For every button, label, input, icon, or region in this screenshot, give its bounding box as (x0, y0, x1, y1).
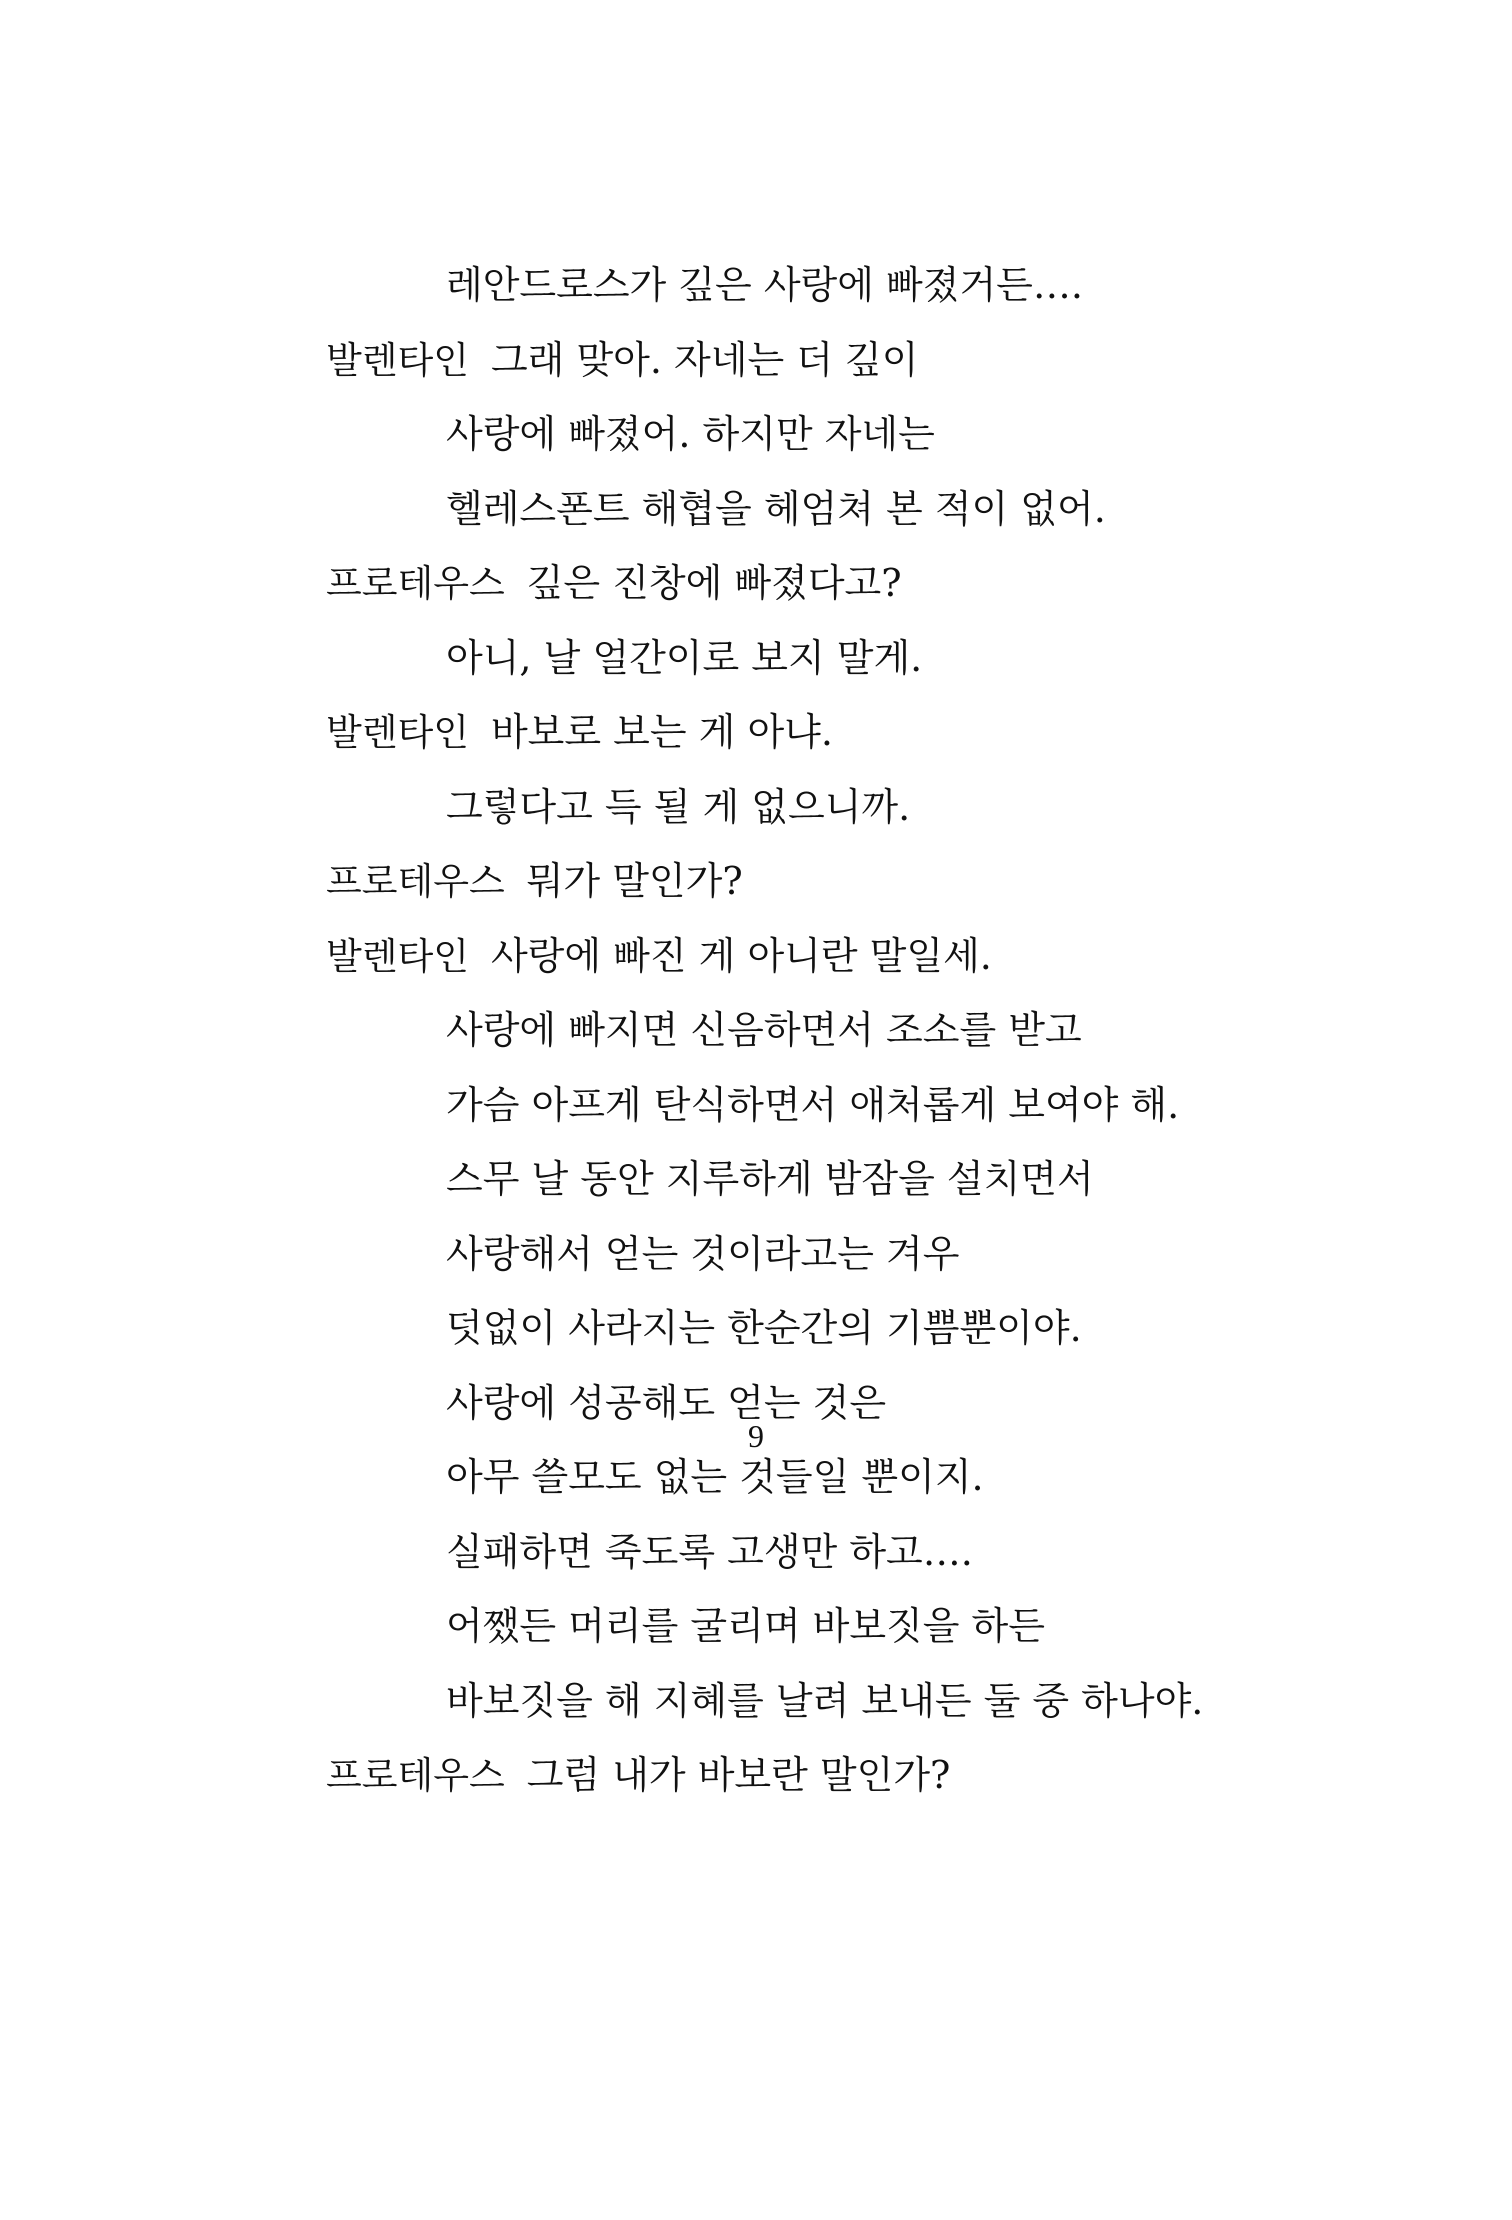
dialogue-line (326, 472, 1426, 547)
line-text: 그럼 내가 바보란 말인가? (526, 1753, 951, 1797)
line-text: 그래 맞아. 자네는 더 깊이 (490, 337, 919, 382)
line-text: 그렇다고 득 될 게 없으니까. (446, 784, 911, 829)
line-text: 헬레스폰트 해협을 헤엄쳐 본 적이 없어. (446, 486, 1106, 531)
dialogue-line (326, 1217, 1426, 1292)
line-text: 레안드로스가 깊은 사랑에 빠졌거든…. (446, 263, 1083, 307)
dialogue-line (326, 695, 1426, 770)
dialogue-line (326, 770, 1426, 845)
dialogue-line (326, 919, 1426, 994)
line-text: 사랑에 빠진 게 아니란 말일세. (490, 933, 992, 978)
dialogue-line (326, 844, 1426, 919)
line-text: 사랑에 빠졌어. 하지만 자네는 (446, 412, 935, 456)
speaker-name: 프로테우스 (326, 860, 505, 903)
line-text: 바보로 보는 게 아냐. (490, 710, 833, 754)
line-text: 사랑에 성공해도 얻는 것은 (446, 1380, 887, 1425)
dialogue-line (326, 1142, 1426, 1217)
speaker-name: 프로테우스 (326, 562, 505, 605)
line-text: 덧없이 사라지는 한순간의 기쁨뿐이야. (446, 1306, 1082, 1350)
dialogue-line (326, 1738, 1426, 1813)
dialogue-line (326, 1068, 1426, 1143)
line-text: 아니, 날 얼간이로 보지 말게. (446, 635, 923, 680)
speaker-name: 발렌타인 (326, 711, 469, 754)
dialogue-line (326, 1589, 1426, 1664)
line-text: 깊은 진창에 빠졌다고? (526, 561, 902, 605)
dialogue-line (326, 323, 1426, 398)
dialogue-line (326, 993, 1426, 1068)
line-text: 가슴 아프게 탄식하면서 애처롭게 보여야 해. (446, 1082, 1180, 1127)
line-text: 실패하면 죽도록 고생만 하고…. (446, 1529, 973, 1574)
line-text: 바보짓을 해 지혜를 날려 보내든 둘 중 하나야. (446, 1678, 1204, 1723)
dialogue-line (326, 1515, 1426, 1590)
dialogue-line (326, 248, 1426, 323)
dialogue-block (326, 248, 1426, 1813)
dialogue-line (326, 621, 1426, 696)
line-text: 스무 날 동안 지루하게 밤잠을 설치면서 (446, 1157, 1094, 1201)
dialogue-line (326, 397, 1426, 472)
speaker-name: 프로테우스 (326, 1754, 505, 1797)
speaker-name: 발렌타인 (326, 934, 469, 978)
dialogue-line (326, 1664, 1426, 1739)
line-text: 어쨌든 머리를 굴리며 바보짓을 하든 (446, 1604, 1045, 1648)
speaker-name: 발렌타인 (326, 338, 469, 382)
line-text: 뭐가 말인가? (526, 859, 743, 903)
line-text: 사랑해서 얻는 것이라고는 겨우 (446, 1231, 960, 1276)
line-text: 사랑에 빠지면 신음하면서 조소를 받고 (446, 1008, 1082, 1052)
dialogue-line (326, 546, 1426, 621)
line-text: 아무 쓸모도 없는 것들일 뿐이지. (446, 1455, 984, 1499)
dialogue-line (326, 1291, 1426, 1366)
page-number: 9 (748, 1418, 764, 1454)
